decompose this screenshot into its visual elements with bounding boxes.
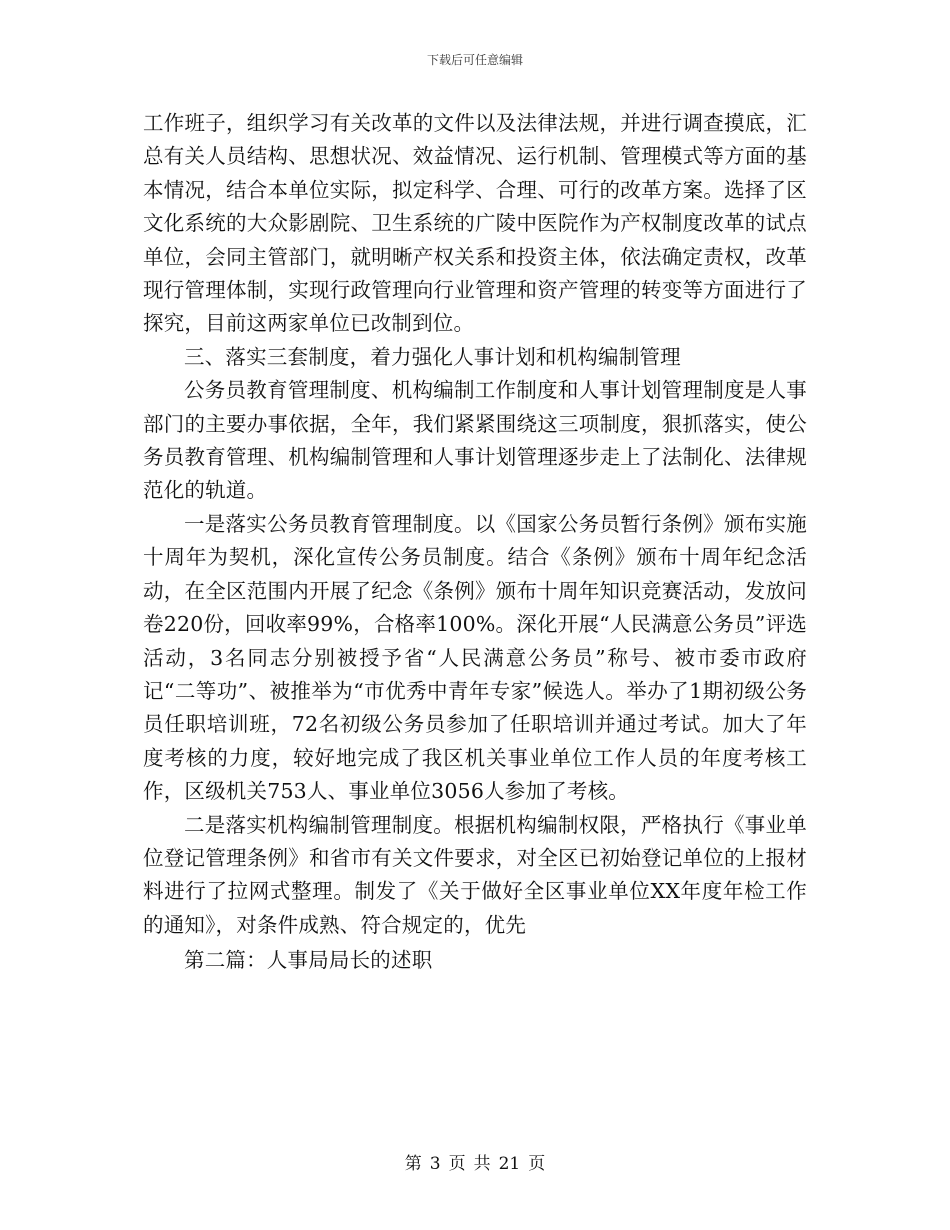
body-paragraph: 一是落实公务员教育管理制度。以《国家公务员暂行条例》颁布实施十周年为契机，深化宣传公务员制度。结合《条例》颁布十周年纪念活动，在全区范围内开展了纪念《条例》颁布十周年知识竞赛活动，发放问卷220份，回收率99%，合格率100%。深化开展“人民满意公务员”评选活动，3名同志分别被授予省“人民满意公务员”称号、被市委市政府记“二等功”、被推举为“市优秀中青年专家”候选人。举办了1期初级公务员任职培训班，72名初级公务员参加了任职培训并通过考试。加大了年度考核的力度，较好地完成了我区机关事业单位工作人员的年度考核工作，区级机关753人、事业单位3056人参加了考核。 [143, 511, 807, 804]
chapter-title: 第二篇：人事局局长的述职 [184, 948, 433, 973]
body-paragraph: 公务员教育管理制度、机构编制工作制度和人事计划管理制度是人事部门的主要办事依据，全年，我们紧紧围绕这三项制度，狠抓落实，使公务员教育管理、机构编制管理和人事计划管理逐步走上了法制化、法律规范化的轨道。 [143, 378, 807, 503]
document-body [143, 107, 807, 978]
body-paragraph: 工作班子，组织学习有关改革的文件以及法律法规，并进行调查摸底，汇总有关人员结构、思想状况、效益情况、运行机制、管理模式等方面的基本情况，结合本单位实际，拟定科学、合理、可行的改革方案。选择了区文化系统的大众影剧院、卫生系统的广陵中医院作为产权制度改革的试点单位，会同主管部门，就明晰产权关系和投资主体，依法确定责权，改革现行管理体制，实现行政管理向行业管理和资产管理的转变等方面进行了探究，目前这两家单位已改制到位。 [143, 111, 807, 336]
page-header: 下载后可任意编辑 [426, 53, 523, 67]
total-label: 共 [473, 1154, 491, 1174]
page-label-unit: 页 [448, 1154, 466, 1174]
page-label-suffix: 页 [528, 1154, 546, 1174]
body-paragraph: 二是落实机构编制管理制度。根据机构编制权限，严格执行《事业单位登记管理条例》和省市有关文件要求，对全区已初始登记单位的上报材料进行了拉网式整理。制发了《关于做好全区事业单位XX年度年检工作的通知》，对条件成熟、符合规定的，优先 [143, 812, 807, 937]
page-footer [0, 1153, 950, 1175]
page-label-prefix: 第 [404, 1154, 422, 1174]
total-pages: 21 [498, 1154, 521, 1174]
section-heading: 三、落实三套制度，着力强化人事计划和机构编制管理 [184, 344, 681, 369]
page-number: 3 [429, 1154, 441, 1174]
